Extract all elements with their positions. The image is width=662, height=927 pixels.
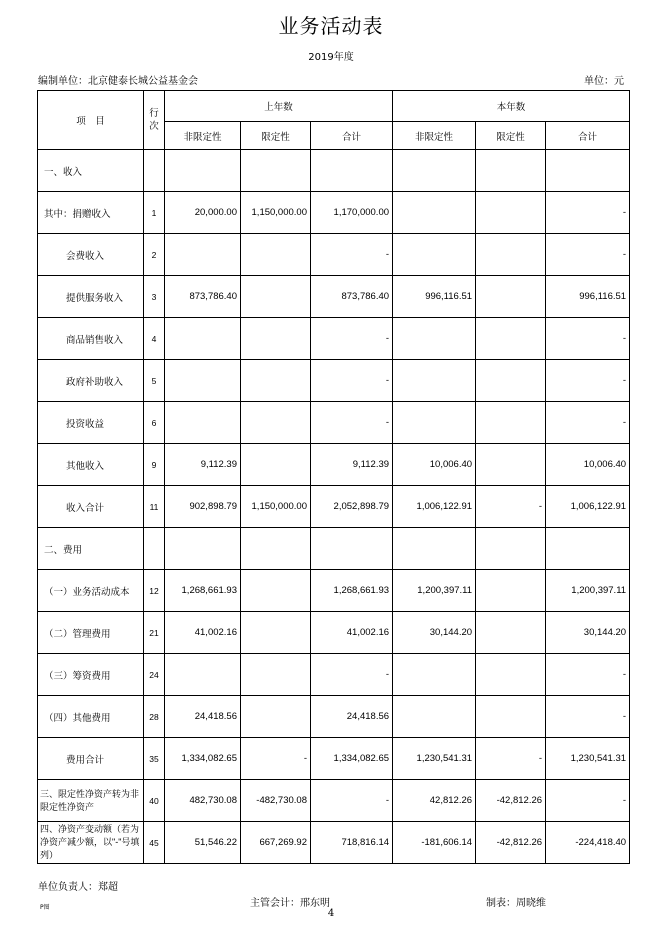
- cell-curr-restricted: [476, 654, 546, 696]
- table-row: [38, 150, 630, 192]
- row-line: 5: [144, 360, 165, 402]
- row-item: 其中：捐赠收入: [38, 192, 144, 234]
- cell-prev-restricted: 1,150,000.00: [241, 486, 311, 528]
- row-line: 21: [144, 612, 165, 654]
- table-row: [38, 276, 630, 318]
- cell-curr-unrestricted: 1,006,122.91: [393, 486, 476, 528]
- row-item: （一）业务活动成本: [38, 570, 144, 612]
- row-line: 11: [144, 486, 165, 528]
- header-line: 行次: [144, 91, 165, 150]
- cell-curr-total: 1,006,122.91: [546, 486, 630, 528]
- cell-curr-total: -: [546, 402, 630, 444]
- cell-curr-total: -: [546, 654, 630, 696]
- row-item: 政府补助收入: [38, 360, 144, 402]
- table-row: [38, 234, 630, 276]
- unit-label: 单位：元: [584, 76, 624, 87]
- row-item: 一、收入: [38, 150, 144, 192]
- cell-curr-unrestricted: [393, 234, 476, 276]
- cell-prev-restricted: [241, 654, 311, 696]
- page-number: 4: [327, 908, 335, 919]
- row-item: 会费收入: [38, 234, 144, 276]
- cell-prev-restricted: [241, 150, 311, 192]
- header-prev-unrestricted: 非限定性: [165, 122, 241, 150]
- table-row: [38, 696, 630, 738]
- row-item: 四、净资产变动额（若为净资产减少额，以"-"号填列）: [38, 822, 144, 864]
- activity-table: [37, 90, 630, 864]
- cell-prev-total: 2,052,898.79: [311, 486, 393, 528]
- row-item: （四）其他费用: [38, 696, 144, 738]
- table-row: [38, 192, 630, 234]
- cell-prev-unrestricted: 51,546.22: [165, 822, 241, 864]
- cell-curr-unrestricted: 996,116.51: [393, 276, 476, 318]
- table-row: [38, 318, 630, 360]
- cell-curr-total: 996,116.51: [546, 276, 630, 318]
- row-line: 2: [144, 234, 165, 276]
- header-curr-year: 本年数: [393, 91, 630, 122]
- cell-curr-total: -: [546, 360, 630, 402]
- cell-prev-total: 1,268,661.93: [311, 570, 393, 612]
- cell-prev-restricted: [241, 570, 311, 612]
- cell-curr-unrestricted: [393, 696, 476, 738]
- cell-prev-restricted: 1,150,000.00: [241, 192, 311, 234]
- org-label: 编制单位：北京健泰长城公益基金会: [38, 76, 198, 87]
- cell-prev-total: [311, 150, 393, 192]
- cell-curr-restricted: [476, 696, 546, 738]
- cell-prev-restricted: [241, 612, 311, 654]
- accountant-signature: 主管会计：邢东明: [250, 898, 330, 909]
- header-curr-total: 合计: [546, 122, 630, 150]
- row-item: 投资收益: [38, 402, 144, 444]
- cell-prev-unrestricted: 1,268,661.93: [165, 570, 241, 612]
- cell-curr-total: 10,006.40: [546, 444, 630, 486]
- table-row: [38, 780, 630, 822]
- row-item: 费用合计: [38, 738, 144, 780]
- cell-curr-total: 1,230,541.31: [546, 738, 630, 780]
- cell-curr-restricted: [476, 234, 546, 276]
- row-item: 提供服务收入: [38, 276, 144, 318]
- cell-curr-unrestricted: -181,606.14: [393, 822, 476, 864]
- table-row: [38, 570, 630, 612]
- cell-prev-total: 873,786.40: [311, 276, 393, 318]
- row-line: [144, 528, 165, 570]
- cell-prev-unrestricted: 41,002.16: [165, 612, 241, 654]
- cell-prev-total: -: [311, 402, 393, 444]
- cell-curr-restricted: [476, 318, 546, 360]
- cell-curr-unrestricted: 10,006.40: [393, 444, 476, 486]
- cell-curr-total: [546, 150, 630, 192]
- cell-prev-total: 24,418.56: [311, 696, 393, 738]
- cell-prev-unrestricted: 902,898.79: [165, 486, 241, 528]
- row-line: 45: [144, 822, 165, 864]
- cell-curr-unrestricted: [393, 360, 476, 402]
- cell-prev-total: 9,112.39: [311, 444, 393, 486]
- cell-curr-restricted: [476, 402, 546, 444]
- cell-prev-unrestricted: 9,112.39: [165, 444, 241, 486]
- cell-curr-unrestricted: 42,812.26: [393, 780, 476, 822]
- row-item: 三、限定性净资产转为非限定性净资产: [38, 780, 144, 822]
- cell-curr-total: -: [546, 318, 630, 360]
- row-item: 商品销售收入: [38, 318, 144, 360]
- cell-prev-unrestricted: [165, 654, 241, 696]
- cell-curr-total: -: [546, 780, 630, 822]
- cell-prev-total: -: [311, 360, 393, 402]
- cell-curr-restricted: [476, 192, 546, 234]
- cell-curr-unrestricted: [393, 318, 476, 360]
- table-row: [38, 444, 630, 486]
- header-prev-year: 上年数: [165, 91, 393, 122]
- cell-prev-unrestricted: [165, 150, 241, 192]
- cell-curr-total: 1,200,397.11: [546, 570, 630, 612]
- cell-prev-total: 1,170,000.00: [311, 192, 393, 234]
- cell-prev-unrestricted: 482,730.08: [165, 780, 241, 822]
- cell-curr-unrestricted: [393, 150, 476, 192]
- row-item: （二）管理费用: [38, 612, 144, 654]
- cell-prev-restricted: [241, 402, 311, 444]
- header-item: 项 目: [38, 91, 144, 150]
- cell-curr-restricted: -42,812.26: [476, 822, 546, 864]
- row-line: 4: [144, 318, 165, 360]
- cell-curr-total: [546, 528, 630, 570]
- cell-prev-unrestricted: [165, 402, 241, 444]
- cell-prev-unrestricted: 20,000.00: [165, 192, 241, 234]
- cell-prev-unrestricted: [165, 360, 241, 402]
- preparer-signature: 制表：周晓维: [486, 898, 546, 909]
- table-row: [38, 528, 630, 570]
- cell-curr-unrestricted: [393, 528, 476, 570]
- cell-prev-restricted: -: [241, 738, 311, 780]
- table-row: [38, 360, 630, 402]
- cell-prev-restricted: -482,730.08: [241, 780, 311, 822]
- cell-prev-total: -: [311, 780, 393, 822]
- table-row: [38, 402, 630, 444]
- cell-curr-restricted: -: [476, 738, 546, 780]
- cell-curr-unrestricted: [393, 654, 476, 696]
- cell-prev-total: 718,816.14: [311, 822, 393, 864]
- header-curr-unrestricted: 非限定性: [393, 122, 476, 150]
- cell-curr-total: -: [546, 696, 630, 738]
- cell-prev-total: -: [311, 234, 393, 276]
- header-prev-restricted: 限定性: [241, 122, 311, 150]
- tiny-mark: P图: [40, 904, 50, 911]
- cell-curr-total: -: [546, 192, 630, 234]
- cell-prev-total: 41,002.16: [311, 612, 393, 654]
- cell-prev-restricted: [241, 696, 311, 738]
- cell-curr-restricted: [476, 612, 546, 654]
- cell-curr-total: -: [546, 234, 630, 276]
- report-title: 业务活动表: [278, 14, 384, 38]
- row-line: 35: [144, 738, 165, 780]
- cell-curr-restricted: [476, 276, 546, 318]
- cell-curr-restricted: [476, 444, 546, 486]
- cell-prev-unrestricted: 873,786.40: [165, 276, 241, 318]
- header-curr-restricted: 限定性: [476, 122, 546, 150]
- cell-curr-total: -224,418.40: [546, 822, 630, 864]
- table-row: [38, 738, 630, 780]
- cell-curr-unrestricted: [393, 192, 476, 234]
- cell-prev-restricted: [241, 360, 311, 402]
- cell-prev-restricted: [241, 318, 311, 360]
- cell-curr-restricted: [476, 570, 546, 612]
- cell-curr-restricted: [476, 528, 546, 570]
- row-line: 6: [144, 402, 165, 444]
- row-line: 1: [144, 192, 165, 234]
- report-year: 2019年度: [308, 52, 354, 63]
- cell-curr-unrestricted: [393, 402, 476, 444]
- table-row: [38, 486, 630, 528]
- row-item: 二、费用: [38, 528, 144, 570]
- cell-prev-unrestricted: [165, 528, 241, 570]
- cell-prev-unrestricted: 1,334,082.65: [165, 738, 241, 780]
- cell-prev-restricted: [241, 234, 311, 276]
- row-line: 12: [144, 570, 165, 612]
- cell-curr-restricted: -: [476, 486, 546, 528]
- cell-prev-restricted: [241, 276, 311, 318]
- cell-prev-total: -: [311, 654, 393, 696]
- cell-curr-restricted: [476, 150, 546, 192]
- unit-head-signature: 单位负责人：郑超: [38, 882, 118, 893]
- cell-prev-restricted: 667,269.92: [241, 822, 311, 864]
- cell-curr-unrestricted: 1,230,541.31: [393, 738, 476, 780]
- row-line: [144, 150, 165, 192]
- cell-prev-total: [311, 528, 393, 570]
- cell-curr-unrestricted: 30,144.20: [393, 612, 476, 654]
- table-row: [38, 822, 630, 864]
- table-row: [38, 612, 630, 654]
- cell-curr-restricted: [476, 360, 546, 402]
- cell-prev-restricted: [241, 444, 311, 486]
- cell-prev-total: 1,334,082.65: [311, 738, 393, 780]
- cell-curr-unrestricted: 1,200,397.11: [393, 570, 476, 612]
- row-line: 3: [144, 276, 165, 318]
- row-item: 收入合计: [38, 486, 144, 528]
- row-line: 9: [144, 444, 165, 486]
- table-row: [38, 654, 630, 696]
- cell-prev-unrestricted: [165, 318, 241, 360]
- row-line: 28: [144, 696, 165, 738]
- cell-prev-unrestricted: [165, 234, 241, 276]
- row-line: 40: [144, 780, 165, 822]
- row-item: 其他收入: [38, 444, 144, 486]
- cell-curr-total: 30,144.20: [546, 612, 630, 654]
- cell-prev-total: -: [311, 318, 393, 360]
- header-prev-total: 合计: [311, 122, 393, 150]
- row-item: （三）筹资费用: [38, 654, 144, 696]
- cell-curr-restricted: -42,812.26: [476, 780, 546, 822]
- cell-prev-restricted: [241, 528, 311, 570]
- row-line: 24: [144, 654, 165, 696]
- cell-prev-unrestricted: 24,418.56: [165, 696, 241, 738]
